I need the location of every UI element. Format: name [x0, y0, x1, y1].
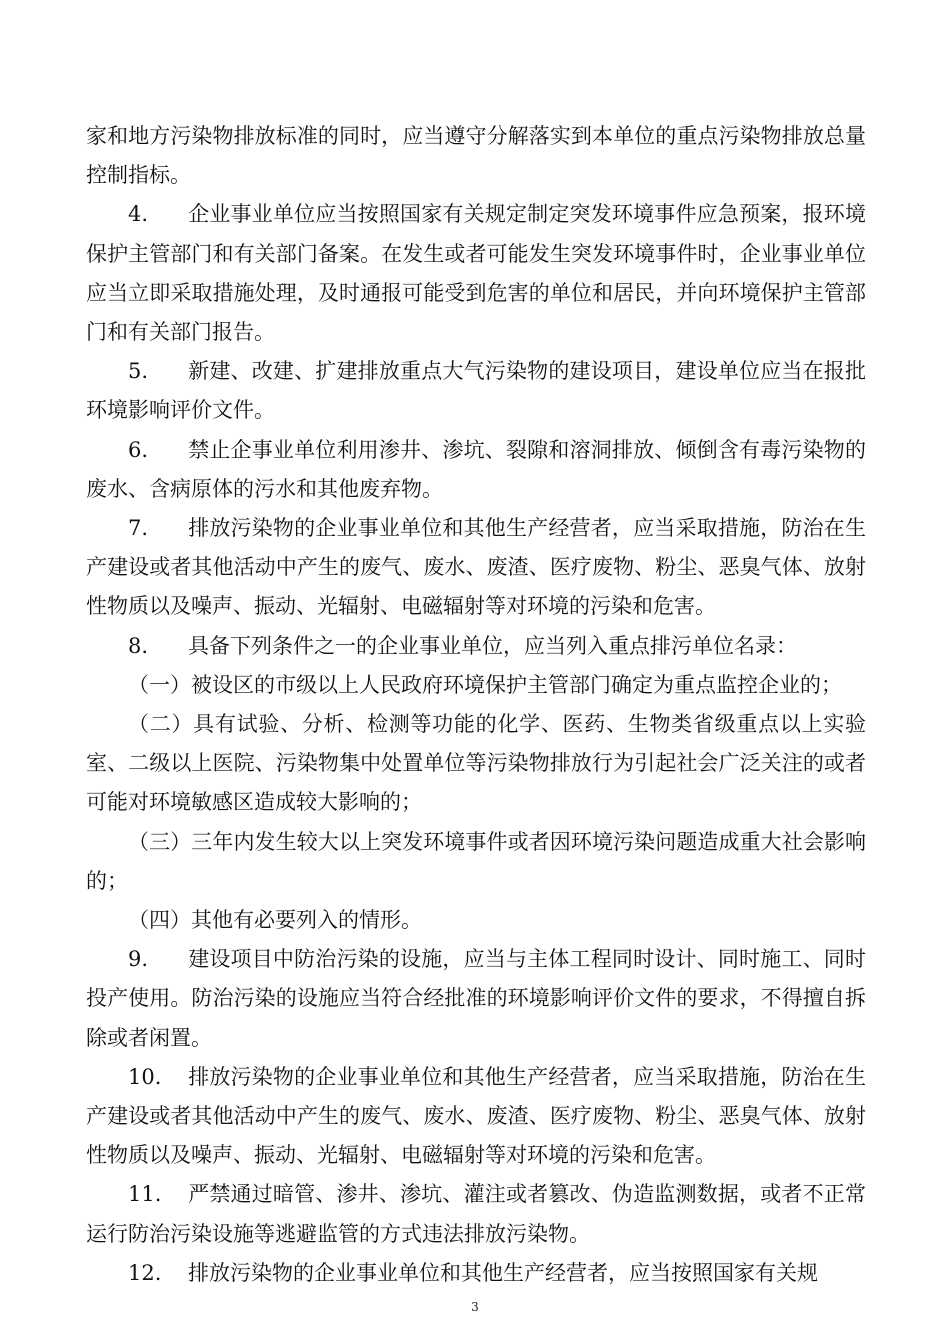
item-number: 6. — [128, 437, 149, 462]
sub-item: （一）被设区的市级以上人民政府环境保护主管部门确定为重点监控企业的； — [128, 672, 842, 697]
paragraph: 9. 建设项目中防治污染的设施，应当与主体工程同时设计、同时施工、同时投产使用。防治污染的设施应当符合经批准的环境影响评价文件的要求，不得擅自拆除或者闲置。 — [86, 940, 866, 1058]
paragraph: 家和地方污染物排放标准的同时，应当遵守分解落实到本单位的重点污染物排放总量控制指标。 — [86, 124, 866, 188]
sub-item: （二）具有试验、分析、检测等功能的化学、医药、生物类省级重点以上实验室、二级以上医院、污染物集中处置单位等污染物排放行为引起社会广泛关注的或者可能对环境敏感区造成较大影响的； — [86, 712, 866, 815]
sub-item: （四）其他有必要列入的情形。 — [128, 908, 422, 933]
item-number: 8. — [128, 633, 149, 658]
item-number: 12. — [128, 1260, 162, 1285]
item-number: 7. — [128, 516, 149, 541]
paragraph: 12. 排放污染物的企业事业单位和其他生产经营者，应当按照国家有关规 — [86, 1254, 866, 1293]
page-number: 3 — [471, 1300, 479, 1314]
paragraph: 7. 排放污染物的企业事业单位和其他生产经营者，应当采取措施，防治在生产建设或者其他活动中产生的废气、废水、废渣、医疗废物、粉尘、恶臭气体、放射性物质以及噪声、振动、光辐射、电磁辐射等对环境的污染和危害。 — [86, 509, 866, 627]
item-number: 4. — [128, 202, 149, 227]
item-number: 11. — [128, 1182, 162, 1207]
paragraph: 8. 具备下列条件之一的企业事业单位，应当列入重点排污单位名录： — [86, 627, 866, 666]
paragraph: 6. 禁止企事业单位利用渗井、渗坑、裂隙和溶洞排放、倾倒含有毒污染物的废水、含病原体的污水和其他废弃物。 — [86, 431, 866, 509]
document-body — [86, 117, 866, 1293]
item-number: 9. — [128, 947, 149, 972]
sub-item: （三）三年内发生较大以上突发环境事件或者因环境污染问题造成重大社会影响的； — [86, 829, 866, 893]
paragraph: 5. 新建、改建、扩建排放重点大气污染物的建设项目，建设单位应当在报批环境影响评价文件。 — [86, 352, 866, 430]
item-number: 5. — [128, 359, 149, 384]
paragraph: 11. 严禁通过暗管、渗井、渗坑、灌注或者篡改、伪造监测数据，或者不正常运行防治污染设施等逃避监管的方式违法排放污染物。 — [86, 1175, 866, 1253]
paragraph: 10. 排放污染物的企业事业单位和其他生产经营者，应当采取措施，防治在生产建设或者其他活动中产生的废气、废水、废渣、医疗废物、粉尘、恶臭气体、放射性物质以及噪声、振动、光辐射、电磁辐射等对环境的污染和危害。 — [86, 1058, 866, 1176]
paragraph: 4. 企业事业单位应当按照国家有关规定制定突发环境事件应急预案，报环境保护主管部门和有关部门备案。在发生或者可能发生突发环境事件时，企业事业单位应当立即采取措施处理，及时通报可能受到危害的单位和居民，并向环境保护主管部门和有关部门报告。 — [86, 195, 866, 352]
item-number: 10. — [128, 1064, 162, 1089]
